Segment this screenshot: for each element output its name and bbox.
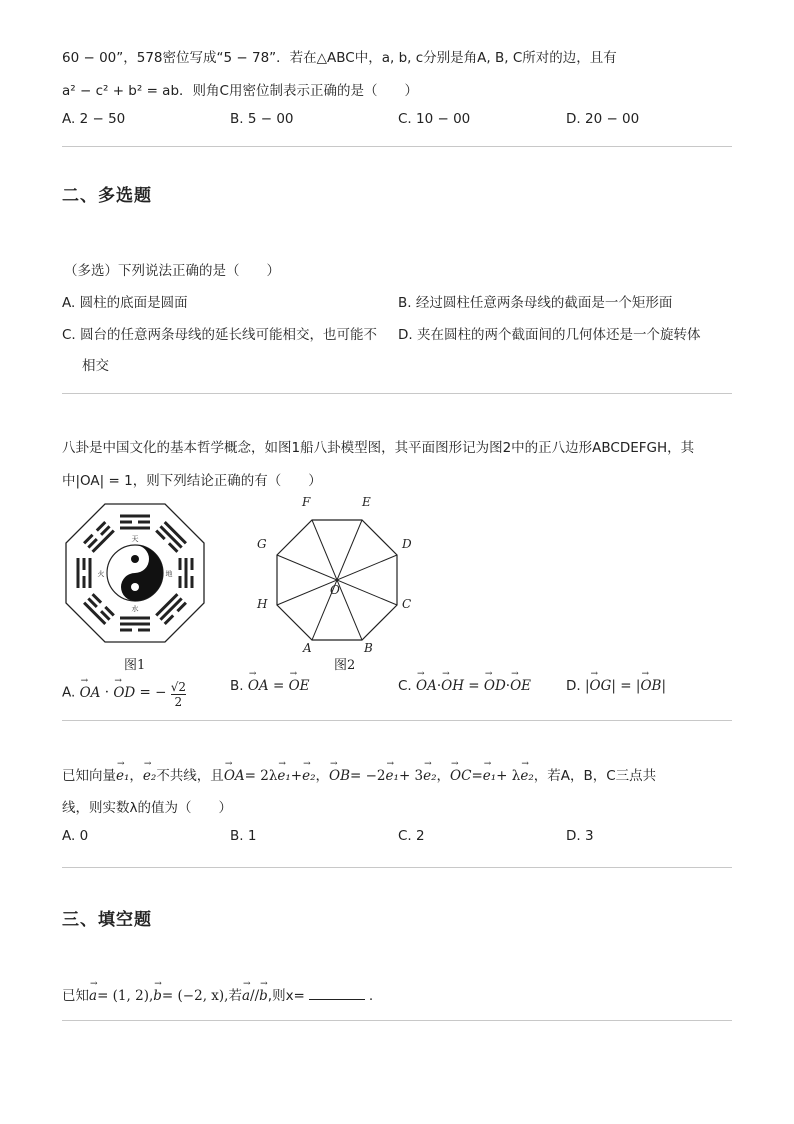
option-c: C. → OA·→ OH = → OD·→ OE bbox=[398, 678, 531, 694]
vertex-label: G bbox=[257, 537, 267, 551]
option-b: B. 经过圆柱任意两条母线的截面是一个矩形面 bbox=[398, 295, 673, 311]
vertex-label: C bbox=[402, 597, 412, 611]
question-text-line: 线，则实数λ的值为（ ） bbox=[62, 800, 232, 816]
divider bbox=[62, 867, 732, 868]
vertex-label: H bbox=[257, 597, 268, 611]
option-d: D. 3 bbox=[566, 828, 594, 844]
trigram-label: 水 bbox=[131, 605, 139, 613]
vertex-label: O bbox=[330, 583, 340, 597]
divider bbox=[62, 1020, 732, 1021]
option-d: D. 20 − 00 bbox=[566, 111, 640, 127]
question-text-line: 八卦是中国文化的基本哲学概念，如图1船八卦模型图，其平面图形记为图2中的正八边形ABCDEFGH，其 bbox=[62, 440, 695, 456]
option-c: C. 2 bbox=[398, 828, 425, 844]
section-title: 二、多选题 bbox=[62, 186, 152, 206]
trigram-label: 天 bbox=[131, 535, 139, 543]
question-stem: （多选）下列说法正确的是（ ） bbox=[64, 263, 280, 279]
trigram-label: 地 bbox=[165, 570, 173, 578]
question-text-line: 已知向量→ e₁，→ e₂不共线，且→ OA= 2λ→ e₁+→ e₂，→ OB= −2→ e₁+ 3→ e₂，→ OC=→ e₁+ λ→ e₂，若A，B，C三点共 bbox=[62, 764, 656, 784]
answer-blank[interactable] bbox=[309, 999, 365, 1000]
yin-yang-icon bbox=[107, 545, 163, 601]
fill-in-question: 已知→ a= (1, 2),→ b= (−2, x),若→ a//→ b,则x= . bbox=[62, 984, 373, 1004]
bagua-figure bbox=[62, 500, 208, 646]
option-b: B. → OA = → OE bbox=[230, 678, 310, 694]
vertex-label: D bbox=[402, 537, 412, 551]
question-text-line: 60 − 00”，578密位写成“5 − 78”．若在△ABC中，a, b, c分别是角A, B, C所对的边，且有 bbox=[62, 50, 617, 66]
option-d: D. 夹在圆柱的两个截面间的几何体还是一个旋转体 bbox=[398, 327, 701, 343]
divider bbox=[62, 146, 732, 147]
option-b: B. 1 bbox=[230, 828, 257, 844]
figure-caption: 图2 bbox=[334, 658, 356, 673]
figure-caption: 图1 bbox=[124, 658, 146, 673]
option-d: D. |→ OG| = |→ OB| bbox=[566, 678, 666, 694]
option-b: B. 5 − 00 bbox=[230, 111, 294, 127]
question-text-line: 中|OA| = 1，则下列结论正确的有（ ） bbox=[62, 473, 322, 489]
option-c: C. 圆台的任意两条母线的延长线可能相交，也可能不 bbox=[62, 327, 378, 343]
option-a: A. → OA · → OD = − $\frac{√2}{2}$ bbox=[62, 678, 186, 707]
option-c: C. 10 − 00 bbox=[398, 111, 471, 127]
vertex-label: F bbox=[302, 495, 311, 509]
option-a: A. 0 bbox=[62, 828, 89, 844]
vertex-label: B bbox=[364, 641, 373, 655]
divider bbox=[62, 393, 732, 394]
vertex-label: E bbox=[362, 495, 371, 509]
section-title: 三、填空题 bbox=[62, 910, 152, 930]
divider bbox=[62, 720, 732, 721]
option-a: A. 2 − 50 bbox=[62, 111, 126, 127]
vertex-label: A bbox=[303, 641, 312, 655]
question-text-line: a² − c² + b² = ab．则角C用密位制表示正确的是（ ） bbox=[62, 83, 418, 99]
octagon-figure bbox=[250, 490, 430, 660]
trigram-label: 火 bbox=[97, 570, 105, 578]
option-a: A. 圆柱的底面是圆面 bbox=[62, 295, 188, 311]
option-c-continuation: 相交 bbox=[82, 358, 109, 374]
